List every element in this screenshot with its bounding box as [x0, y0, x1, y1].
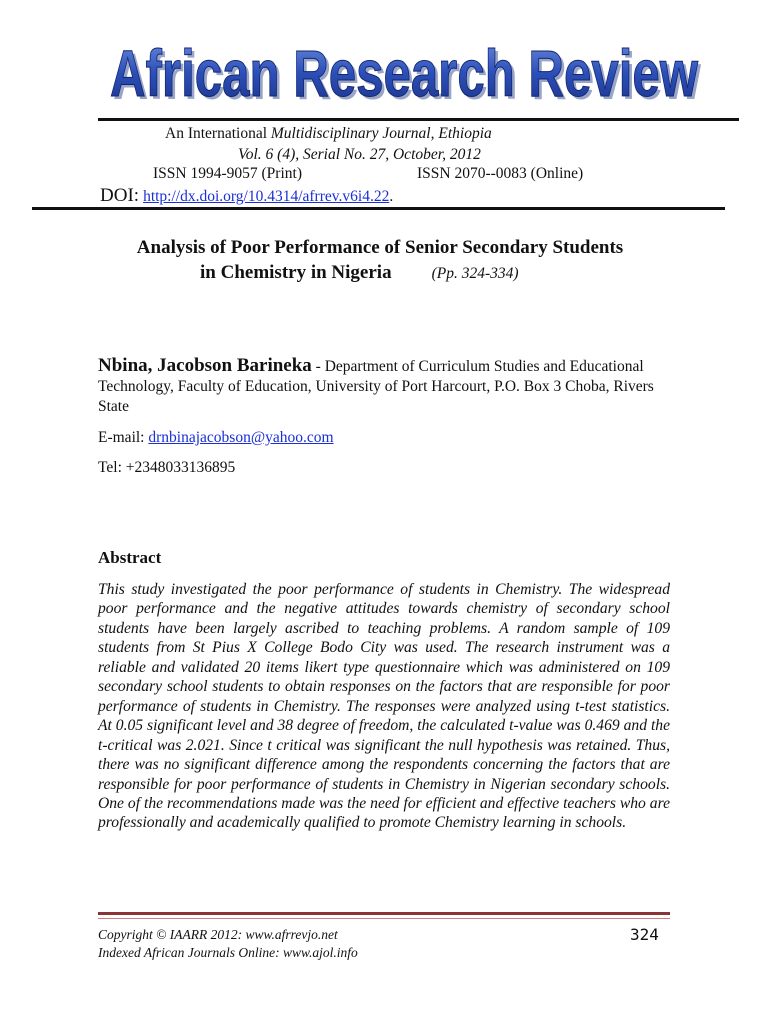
telephone: Tel: +2348033136895 — [98, 459, 236, 476]
masthead-logo — [0, 32, 768, 112]
footer-indexed: Indexed African Journals Online: www.ajol.info — [98, 945, 358, 960]
article-title-line2 — [200, 261, 519, 285]
journal-description — [165, 124, 492, 143]
author-block — [98, 356, 678, 417]
author-affiliation: - Department of Curriculum Studies and Educational Technology, Faculty of Education, University of Port Harcourt, P.O. Box 3 Choba, Rivers State — [98, 358, 654, 415]
footer-rule-thin — [98, 918, 670, 919]
masthead-title: African Research Review — [110, 36, 699, 110]
email-label: E-mail: — [98, 429, 149, 446]
issn-print: ISSN 1994-9057 (Print) — [153, 165, 302, 182]
abstract-heading: Abstract — [98, 548, 162, 567]
page-number: 324 — [630, 925, 659, 944]
article-title-line2-text: in Chemistry in Nigeria — [200, 262, 392, 283]
journal-description-prefix: An International — [165, 125, 271, 142]
masthead-shadow: African Research Review — [113, 39, 702, 112]
journal-masthead — [0, 32, 768, 112]
footer-copyright: Copyright © IAARR 2012: www.afrrevjo.net — [98, 927, 338, 942]
doi-label: DOI: — [100, 185, 140, 206]
header-rule-top — [98, 118, 739, 121]
article-pages: (Pp. 324-334) — [431, 265, 519, 282]
volume-info: Vol. 6 (4), Serial No. 27, October, 2012 — [238, 146, 481, 163]
author-name: Nbina, Jacobson Barineka — [98, 355, 312, 376]
doi-line — [100, 185, 393, 207]
abstract-text: This study investigated the poor performance of students in Chemistry. The widespread poor performance and the negative attitudes towards chemistry of secondary school students have been largely ascribed to teaching problems. A random sample of 109 students from St Pius X College Bodo City was used. The research instrument was a reliable and validated 20 items likert type questionnaire which was administered on 109 secondary school students to obtain responses on the factors that are responsible for poor performance of students in Chemistry. The responses were analyzed using t-test statistics. At 0.05 significant level and 38 degree of freedom, the calculated t-value was 0.469 and the t-critical was 2.021. Since t critical was significant the null hypothesis was retained. Thus, there was no significant difference among the respondents concerning the factors that are responsible for poor performance of students in Chemistry in Nigerian secondary schools. One of the recommendations made was the need for efficient and effective teachers who are professionally and academically qualified to promote Chemistry learning in schools. — [98, 581, 670, 832]
email-line — [98, 429, 334, 447]
header-rule-bottom — [32, 207, 725, 210]
doi-link[interactable]: http://dx.doi.org/10.4314/afrrev.v6i4.22 — [143, 188, 390, 205]
article-title-line1: Analysis of Poor Performance of Senior Secondary Students — [136, 237, 624, 258]
doi-suffix: . — [389, 188, 394, 205]
footer-rule — [98, 912, 670, 915]
journal-description-italic: Multidisciplinary Journal, Ethiopia — [270, 125, 492, 142]
email-link[interactable]: drnbinajacobson@yahoo.com — [148, 429, 334, 446]
issn-online: ISSN 2070--0083 (Online) — [417, 165, 584, 182]
